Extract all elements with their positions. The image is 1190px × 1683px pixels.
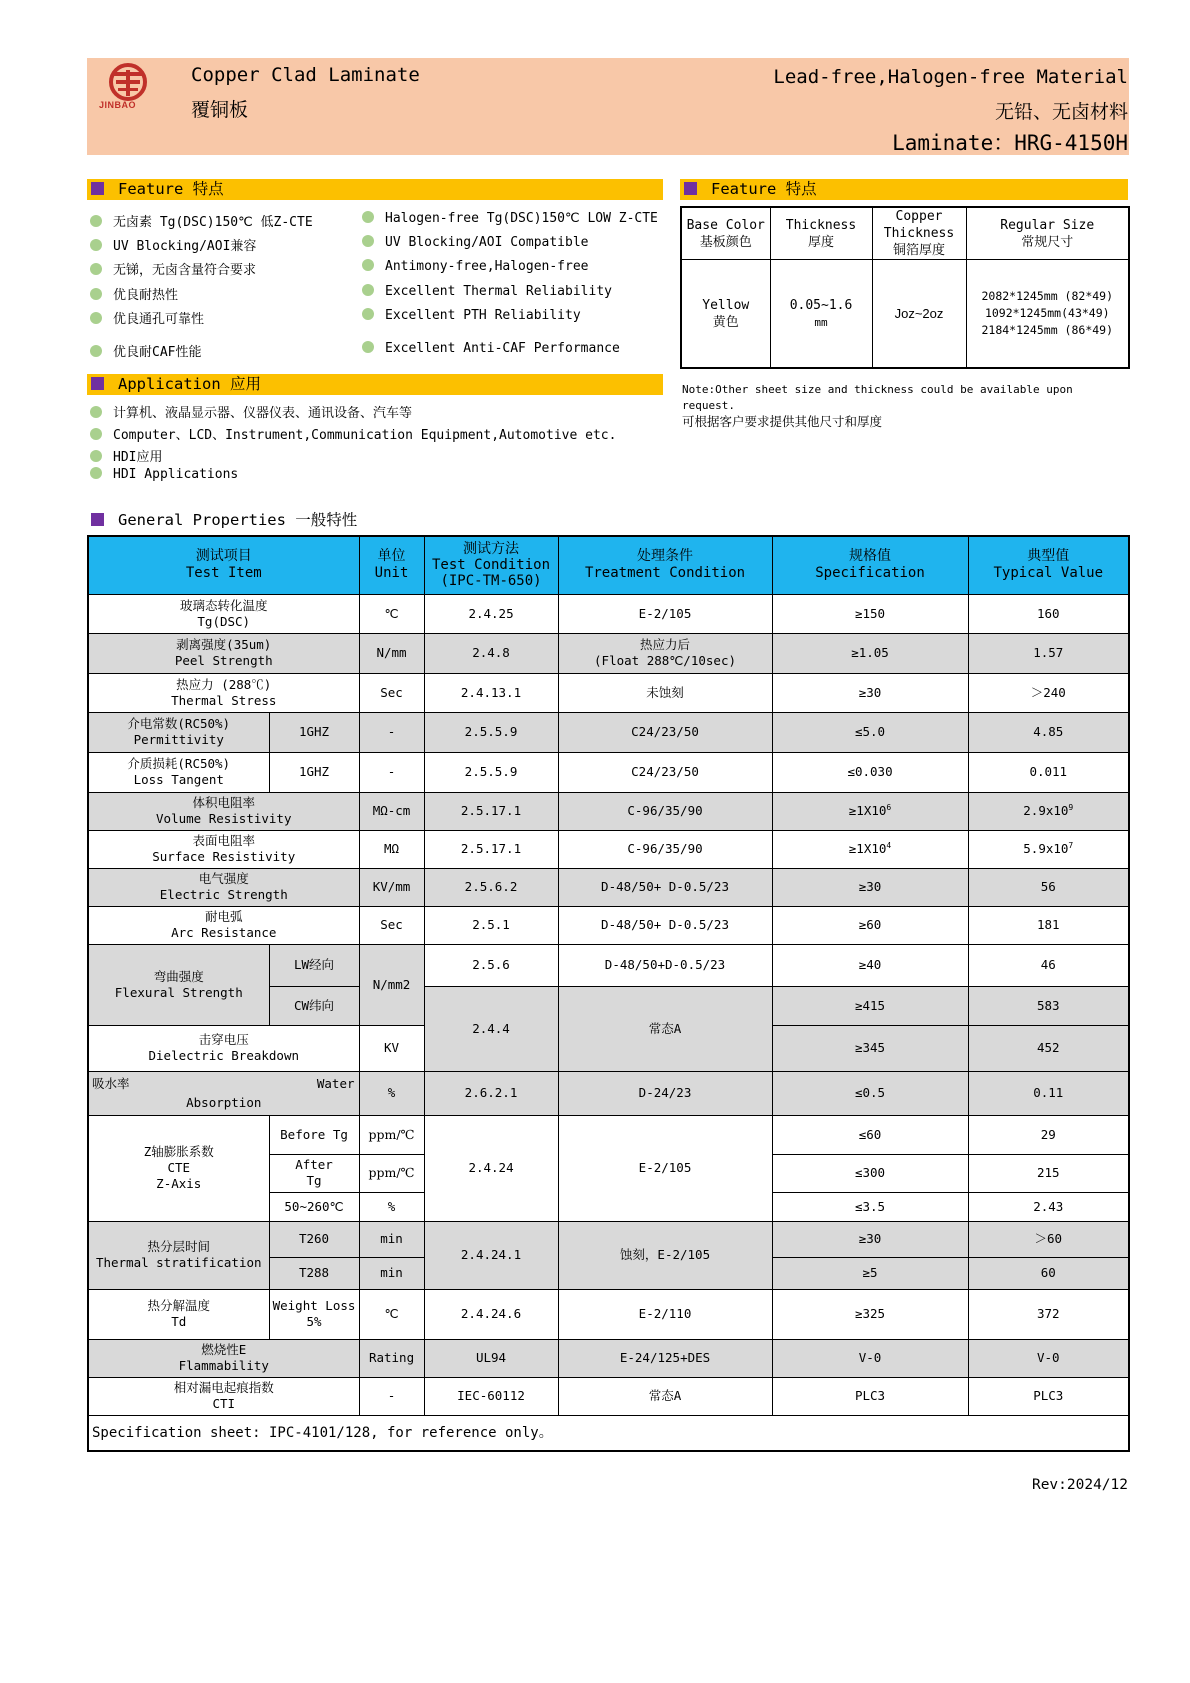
feature-cn-item: 无卤素 Tg(DSC)150℃ 低Z-CTE: [90, 211, 313, 230]
bullet-icon: [362, 259, 374, 271]
bullet-icon: [90, 215, 102, 227]
table-row: 玻璃态转化温度 Tg(DSC) ℃ 2.4.25 E-2/105 ≥150 160: [88, 594, 1129, 633]
table-row: 电气强度 Electric Strength KV/mm 2.5.6.2 D-48/50+ D-0.5/23 ≥30 56: [88, 868, 1129, 906]
feature-en-item: UV Blocking/AOI Compatible: [362, 235, 589, 250]
table-row: 剥离强度(35um) Peel Strength N/mm 2.4.8 热应力后 (Float 288℃/10sec) ≥1.05 1.57: [88, 633, 1129, 673]
col-regular-size: Regular Size 常规尺寸: [966, 207, 1129, 260]
feature-cn-item: 优良耐CAF性能: [90, 341, 201, 360]
square-icon: [91, 182, 104, 195]
size-note: Note:Other sheet size and thickness could be available upon request. 可根据客户要求提供其他尺寸和厚度: [682, 383, 1073, 429]
square-icon: [91, 377, 104, 390]
application-item: HDI应用: [90, 446, 162, 465]
general-properties-table: [87, 535, 1130, 1452]
table-row: 热应力 (288℃) Thermal Stress Sec 2.4.13.1 未蚀刻 ≥30 ＞240: [88, 673, 1129, 712]
size-value: 2082*1245mm (82*49) 1092*1245mm(43*49) 2184*1245mm (86*49): [966, 260, 1129, 369]
feature-en-item: Halogen-free Tg(DSC)150℃ LOW Z-CTE: [362, 211, 658, 226]
revision: Rev:2024/12: [1031, 1477, 1128, 1493]
item-name: 表面电阻率 Surface Resistivity: [88, 830, 359, 868]
header-test-item: 测试项目 Test Item: [88, 536, 359, 594]
feature-en-item: Excellent Thermal Reliability: [362, 284, 612, 299]
table-row: 相对漏电起痕指数 CTI - IEC-60112 常态A PLC3 PLC3: [88, 1377, 1129, 1415]
bullet-icon: [362, 235, 374, 247]
bullet-icon: [90, 428, 102, 440]
header-typical: 典型值 Typical Value: [968, 536, 1129, 594]
item-name: 热分层时间 Thermal stratification: [88, 1221, 269, 1289]
feature2-heading: Feature 特点: [680, 179, 1128, 200]
item-name: Z轴膨胀系数 CTE Z-Axis: [88, 1115, 269, 1221]
table-row: 弯曲强度 Flexural Strength LW经向 N/mm2 2.5.6 D-48/50+D-0.5/23 ≥40 46: [88, 944, 1129, 986]
item-name: 介电常数(RC50%) Permittivity: [88, 712, 269, 752]
header-specification: 规格值 Specification: [772, 536, 968, 594]
copper-value: Joz~2oz: [872, 260, 966, 369]
table-row: Z轴膨胀系数 CTE Z-Axis Before Tg ppm/℃ 2.4.24 E-2/105 ≤60 29: [88, 1115, 1129, 1154]
table-row: After Tg ppm/℃ ≤300 215: [88, 1154, 1129, 1192]
base-spec-table: [680, 206, 1130, 369]
bullet-icon: [362, 211, 374, 223]
table-row: 介电常数(RC50%) Permittivity 1GHZ - 2.5.5.9 C24/23/50 ≤5.0 4.85: [88, 712, 1129, 752]
bullet-icon: [362, 341, 374, 353]
application-heading: Application 应用: [87, 374, 663, 395]
thickness-value: 0.05~1.6 mm: [770, 260, 872, 369]
bullet-icon: [362, 284, 374, 296]
square-icon: [684, 182, 697, 195]
table-row: 体积电阻率 Volume Resistivity MΩ-cm 2.5.17.1 C-96/35/90 $\ge 1X10^6$ $2.9x10^9$: [88, 792, 1129, 830]
item-name: 燃烧性E Flammability: [88, 1339, 359, 1377]
application-item: HDI Applications: [90, 467, 238, 482]
laminate-model: Laminate：HRG-4150H: [892, 131, 1128, 155]
feature-en-item: Antimony-free,Halogen-free: [362, 259, 589, 274]
feature-heading: Feature 特点: [87, 179, 663, 200]
col-base-color: Base Color 基板颜色: [681, 207, 770, 260]
material-en: Lead-free,Halogen-free Material: [773, 66, 1128, 88]
table-row: 表面电阻率 Surface Resistivity MΩ 2.5.17.1 C-96/35/90 $\ge 1X10^4$ $5.9x10^7$: [88, 830, 1129, 868]
bullet-icon: [90, 345, 102, 357]
header-unit: 单位 Unit: [359, 536, 424, 594]
table-row: 介质损耗(RC50%) Loss Tangent 1GHZ - 2.5.5.9 C24/23/50 ≤0.030 0.011: [88, 752, 1129, 792]
header-treatment: 处理条件 Treatment Condition: [558, 536, 772, 594]
title-cn: 覆铜板: [191, 99, 249, 121]
square-icon: [91, 513, 104, 526]
item-name: 耐电弧 Arc Resistance: [88, 906, 359, 944]
item-name: 吸水率 Water Absorption: [88, 1071, 359, 1115]
application-item: 计算机、液晶显示器、仪器仪表、通讯设备、汽车等: [90, 402, 412, 421]
table-row: 热分层时间 Thermal stratification T260 min 2.4.24.1 蚀刻，E-2/105 ≥30 ＞60: [88, 1221, 1129, 1257]
feature-en-item: Excellent PTH Reliability: [362, 308, 581, 323]
table-row: 耐电弧 Arc Resistance Sec 2.5.1 D-48/50+ D-0.5/23 ≥60 181: [88, 906, 1129, 944]
table-row: 热分解温度 Td Weight Loss 5% ℃ 2.4.24.6 E-2/110 ≥325 372: [88, 1289, 1129, 1339]
bullet-icon: [90, 450, 102, 462]
base-color-value: Yellow 黄色: [681, 260, 770, 369]
bullet-icon: [90, 467, 102, 479]
item-name: 弯曲强度 Flexural Strength: [88, 944, 269, 1025]
item-name: 相对漏电起痕指数 CTI: [88, 1377, 359, 1415]
item-name: 热分解温度 Td: [88, 1289, 269, 1339]
table-row: 吸水率 Water Absorption % 2.6.2.1 D-24/23 ≤0.5 0.11: [88, 1071, 1129, 1115]
table-header-row: [88, 536, 1129, 594]
table-row: 燃烧性E Flammability Rating UL94 E-24/125+DES V-0 V-0: [88, 1339, 1129, 1377]
item-name: 电气强度 Electric Strength: [88, 868, 359, 906]
feature-en-item: Excellent Anti-CAF Performance: [362, 341, 620, 356]
bullet-icon: [90, 288, 102, 300]
feature-cn-item: UV Blocking/AOI兼容: [90, 235, 256, 254]
spec-sheet-note: Specification sheet: IPC-4101/128, for reference only。: [88, 1415, 1129, 1451]
item-name: 介质损耗(RC50%) Loss Tangent: [88, 752, 269, 792]
item-name: 体积电阻率 Volume Resistivity: [88, 792, 359, 830]
feature-cn-item: 无锑，无卤含量符合要求: [90, 259, 256, 278]
col-thickness: Thickness 厚度: [770, 207, 872, 260]
table-row: T288 min ≥5 60: [88, 1257, 1129, 1289]
feature-cn-item: 优良耐热性: [90, 284, 178, 303]
table-row: 击穿电压 Dielectric Breakdown KV ≥345 452: [88, 1025, 1129, 1071]
item-name: 剥离强度(35um) Peel Strength: [88, 633, 359, 673]
bullet-icon: [90, 263, 102, 275]
bullet-icon: [90, 406, 102, 418]
general-heading: General Properties 一般特性: [87, 510, 357, 531]
feature-cn-item: 优良通孔可靠性: [90, 308, 204, 327]
title-en: Copper Clad Laminate: [191, 64, 420, 86]
col-copper-thickness: Copper Thickness 铜箔厚度: [872, 207, 966, 260]
table-footer-row: [88, 1415, 1129, 1451]
material-cn: 无铅、无卤材料: [994, 101, 1128, 123]
item-name: 玻璃态转化温度 Tg(DSC): [88, 594, 359, 633]
item-name: 热应力 (288℃) Thermal Stress: [88, 673, 359, 712]
bullet-icon: [90, 239, 102, 251]
logo-text: JINBAO: [99, 100, 137, 110]
table-row: 50~260℃ % ≤3.5 2.43: [88, 1192, 1129, 1221]
header-test-method: 测试方法 Test Condition (IPC-TM-650): [424, 536, 558, 594]
item-name: 击穿电压 Dielectric Breakdown: [88, 1025, 359, 1071]
bullet-icon: [362, 308, 374, 320]
table-row: CW纬向 2.4.4 常态A ≥415 583: [88, 986, 1129, 1025]
application-item: Computer、LCD、Instrument,Communication Equipment,Automotive etc.: [90, 424, 616, 443]
bullet-icon: [90, 312, 102, 324]
